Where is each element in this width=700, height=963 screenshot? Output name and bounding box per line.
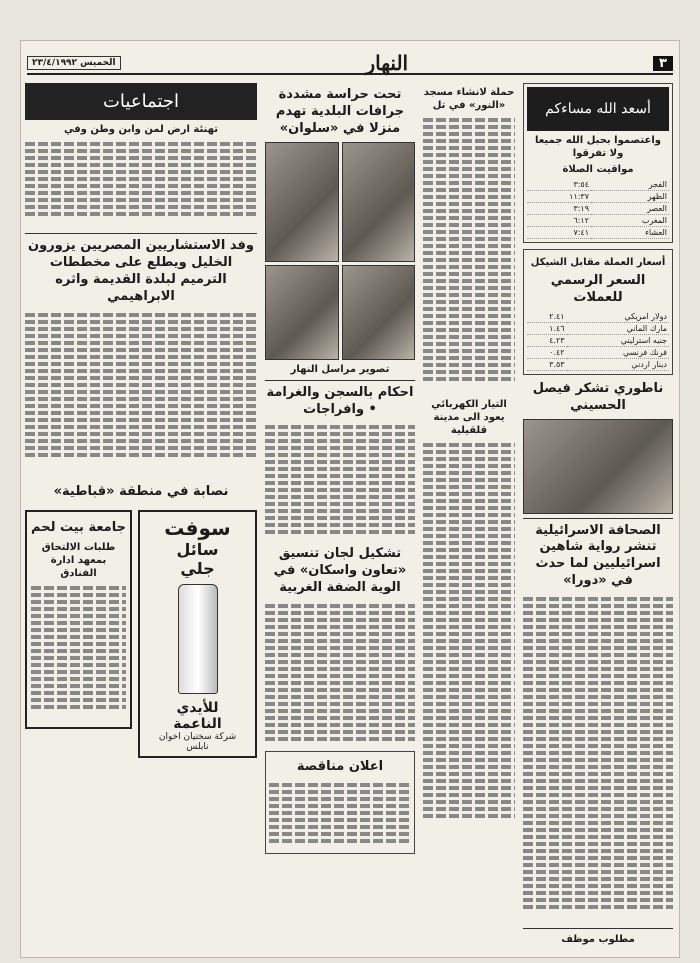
photo-caption: تصوير مراسل النهار [290, 363, 390, 375]
bethlehem-title: جامعة بيت لحم [31, 520, 126, 536]
tender-headline: اعلان مناقصة [296, 759, 384, 775]
column-3 [265, 83, 415, 951]
ad-city: نابلس [186, 742, 209, 753]
masthead-bar [27, 53, 673, 75]
naturi-photo [523, 419, 673, 514]
prayer-times-table [527, 179, 669, 239]
ad-brand: سوفت [164, 516, 231, 541]
issue-date: الخميس ٢٣/٤/١٩٩٢ [27, 56, 121, 70]
prison-body [265, 422, 415, 542]
table-row: المغرب ٦:١٢ [527, 215, 669, 227]
page-number: ٣ [653, 56, 673, 71]
demolition-photo-1 [342, 142, 416, 262]
social-body [25, 139, 257, 229]
social-banner: اجتماعيات [25, 83, 257, 120]
bethlehem-subtitle: طلبات الالتحاق بمعهد ادارة الفنادق [41, 542, 116, 580]
paper-name: النهار [365, 51, 409, 75]
greeting-banner: أسعد الله مساءكم [527, 87, 669, 131]
currency-subtitle: السعر الرسمي للعملات [550, 273, 646, 305]
social-item-1: تهنئة ارض لمن وابن وطن وفي [64, 124, 218, 135]
column-2 [423, 83, 515, 951]
soft-ad [138, 510, 257, 758]
tender-box [265, 751, 415, 854]
newspaper-page [20, 40, 680, 958]
table-row: جنيه استرليني ٤.٢٣ [527, 334, 669, 346]
table-row: العشاء ٧:٤١ [527, 227, 669, 239]
column-right [523, 83, 673, 951]
table-row: الظهر ١١:٣٧ [527, 191, 669, 203]
ad-line3: للأيدي [176, 700, 219, 717]
tender-body [269, 780, 411, 850]
prison-headline: احكام بالسجن والغرامة • وافراجات [266, 384, 414, 417]
table-row: دولار امريكي ٢.٤١ [527, 311, 669, 323]
wanted-title: مطلوب موظف [561, 934, 635, 946]
committees-headline: تشكيل لجان تنسيق «تعاون واسكان» في الوية الضفة الغربية [273, 546, 407, 596]
currency-title: أسعار العملة مقابل الشيكل [530, 257, 666, 268]
bethlehem-body [31, 583, 126, 723]
mosque-headline: حملة لانشاء مسجد «النور» في تل [423, 87, 515, 111]
ad-line2: جلي [180, 559, 215, 579]
table-row: فرنك فرنسي ٠.٤٢ [527, 346, 669, 358]
press-body [523, 594, 673, 924]
table-row: الفجر ٣:٥٤ [527, 179, 669, 191]
verse-text: واعتصموا بحبل الله جميعا ولا تفرقوا [535, 135, 661, 159]
prayer-box [523, 83, 673, 243]
prayer-times-title: مواقيت الصلاة [562, 164, 634, 175]
table-row: دينار اردني ٣.٥٣ [527, 358, 669, 370]
demolition-headline: تحت حراسة مشددة جرافات البلدية تهدم منزلا في «سلوان» [275, 87, 405, 136]
demolition-photo-2 [265, 142, 339, 262]
electricity-headline: التيار الكهربائي يعود الى مدينة قلقيلية [431, 399, 507, 436]
table-row: العصر ٣:١٩ [527, 203, 669, 215]
ad-line4: الناعمة [173, 716, 222, 733]
naturi-headline: ناطوري تشكر فيصل الحسيني [532, 380, 664, 413]
bethlehem-ad [25, 510, 132, 729]
electricity-body [423, 440, 515, 840]
press-headline: الصحافة الاسرائيلية تنشر رواية شاهين اسرائيليين لما حدث في «دورا» [535, 522, 661, 589]
mosque-body [423, 115, 515, 395]
bottle-icon [178, 584, 218, 694]
demolition-photo-4 [265, 265, 339, 360]
column-left [25, 83, 257, 951]
social-item-2: نصابة في منطقة «قباطية» [53, 483, 229, 499]
consultants-headline: وفد الاستشاريين المصريين يزورون الخليل ويطلع على مخططات الترميم لبلدة القديمة واثره الابراهيمي [28, 238, 254, 304]
consultants-body [25, 310, 257, 480]
table-row: مارك الماني ١.٤٦ [527, 322, 669, 334]
ad-company: شركة سختيان اخوان [158, 732, 237, 743]
ad-line1: سائل [176, 540, 219, 560]
committees-body [265, 601, 415, 751]
currency-table [527, 311, 669, 371]
currency-box [523, 249, 673, 375]
demolition-photo-3 [342, 265, 416, 360]
